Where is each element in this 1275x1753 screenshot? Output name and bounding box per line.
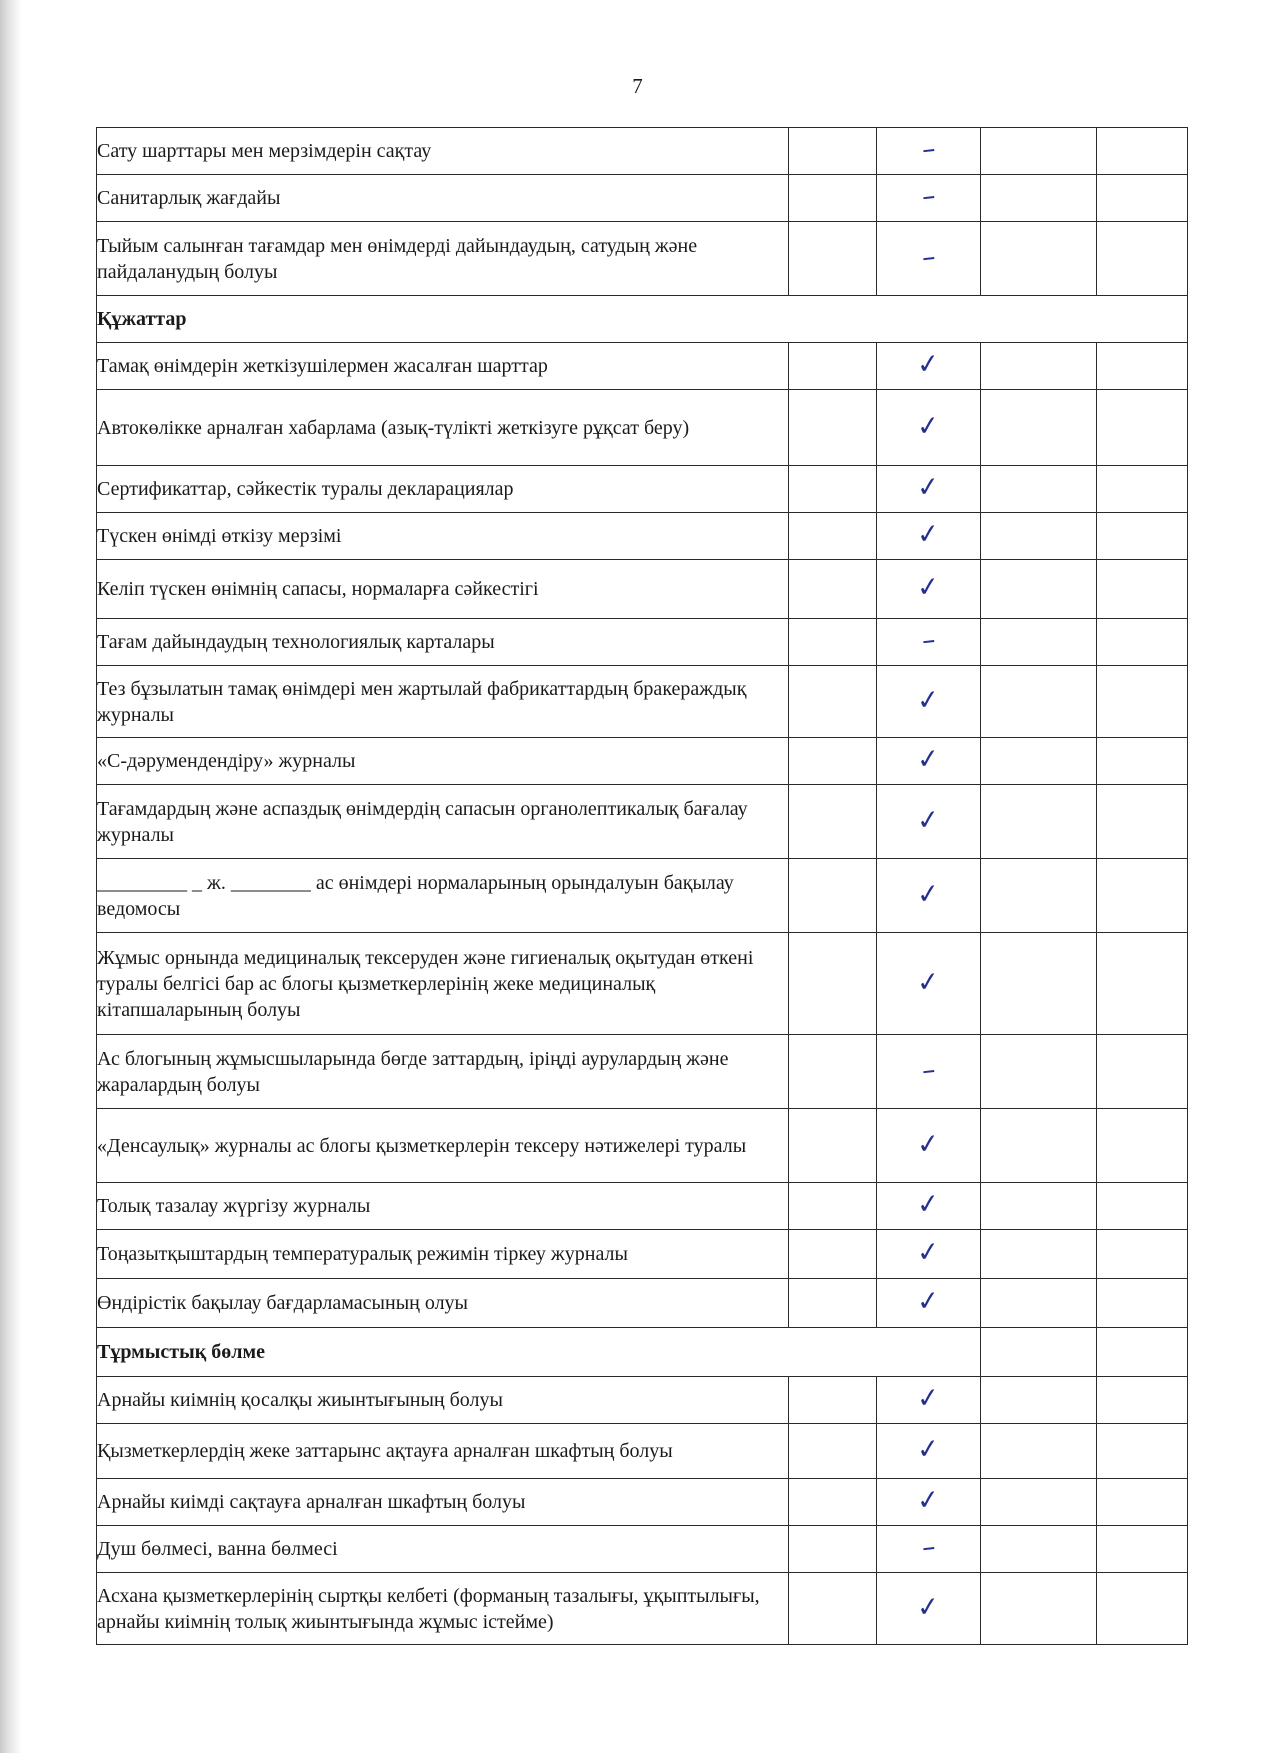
empty-cell (1097, 619, 1188, 666)
mark-cell (877, 738, 981, 785)
empty-cell (1097, 560, 1188, 619)
checkmark-icon: ✓ (915, 347, 942, 382)
checkmark-icon: ✓ (915, 517, 942, 552)
empty-cell (981, 128, 1097, 175)
table-row (97, 1526, 1188, 1573)
dash-icon: – (920, 1053, 937, 1087)
empty-cell (789, 513, 877, 560)
empty-cell (789, 222, 877, 296)
row-label: Тоңазытқыштардың температуралық режимін тіркеу журналы (97, 1230, 789, 1279)
empty-cell (789, 1035, 877, 1109)
mark-cell (877, 466, 981, 513)
table-row (97, 785, 1188, 859)
empty-cell (981, 785, 1097, 859)
empty-cell (981, 933, 1097, 1035)
table-row (97, 859, 1188, 933)
empty-cell (789, 343, 877, 390)
checklist-table (96, 127, 1188, 1645)
row-label: Тағам дайындаудың технологиялық карталары (97, 619, 789, 666)
mark-cell (877, 560, 981, 619)
row-label: Келіп түскен өнімнің сапасы, нормаларға сәйкестігі (97, 560, 789, 619)
empty-cell (1097, 1526, 1188, 1573)
empty-cell (1097, 222, 1188, 296)
empty-cell (789, 1183, 877, 1230)
empty-cell (789, 560, 877, 619)
empty-cell (789, 1109, 877, 1183)
mark-cell (877, 619, 981, 666)
empty-cell (1097, 1479, 1188, 1526)
row-label: «С-дәрумендендіру» журналы (97, 738, 789, 785)
table-row (97, 1109, 1188, 1183)
checkmark-icon: ✓ (915, 1284, 942, 1319)
mark-cell (877, 513, 981, 560)
empty-cell (1097, 933, 1188, 1035)
mark-cell (877, 175, 981, 222)
dash-icon: – (920, 1531, 937, 1564)
mark-cell (877, 222, 981, 296)
empty-cell (789, 466, 877, 513)
empty-cell (981, 1230, 1097, 1279)
dash-icon: – (920, 624, 937, 657)
empty-cell (789, 785, 877, 859)
table-row (97, 128, 1188, 175)
checkmark-icon: ✓ (915, 742, 942, 777)
empty-cell (981, 738, 1097, 785)
empty-cell (981, 1377, 1097, 1424)
row-label: Сату шарттары мен мерзімдерін сақтау (97, 128, 789, 175)
checkmark-icon: ✓ (915, 409, 942, 443)
empty-cell (1097, 785, 1188, 859)
table-row (97, 1279, 1188, 1328)
empty-cell (789, 175, 877, 222)
mark-cell (877, 1377, 981, 1424)
empty-cell (1097, 1183, 1188, 1230)
row-label: Санитарлық жағдайы (97, 175, 789, 222)
empty-cell (789, 933, 877, 1035)
empty-cell (981, 1109, 1097, 1183)
empty-cell (1097, 466, 1188, 513)
empty-cell (1097, 1573, 1188, 1645)
empty-cell (789, 619, 877, 666)
empty-cell (1097, 343, 1188, 390)
mark-cell (877, 1183, 981, 1230)
empty-cell (981, 175, 1097, 222)
row-label: Асхана қызметкерлерінің сыртқы келбеті (форманың тазалығы, ұқыптылығы, арнайы киімнің толық жиынтығында жұмыс істейме) (97, 1573, 789, 1645)
empty-cell (981, 222, 1097, 296)
empty-cell (789, 128, 877, 175)
empty-cell (1097, 1377, 1188, 1424)
checkmark-icon: ✓ (915, 877, 942, 911)
empty-cell (789, 1573, 877, 1645)
empty-cell (981, 666, 1097, 738)
empty-cell (981, 560, 1097, 619)
empty-cell (789, 859, 877, 933)
empty-cell (981, 1183, 1097, 1230)
checkmark-icon: ✓ (915, 1483, 942, 1518)
checkmark-icon: ✓ (915, 1381, 942, 1416)
table-row (97, 1573, 1188, 1645)
mark-cell (877, 1424, 981, 1479)
checklist-body (97, 128, 1188, 1645)
row-label: Толық тазалау жүргізу журналы (97, 1183, 789, 1230)
mark-cell (877, 1479, 981, 1526)
empty-cell (1097, 1279, 1188, 1328)
table-row (97, 222, 1188, 296)
row-label: _________ _ ж. ________ ас өнімдері нормаларының орындалуын бақылау ведомосы (97, 859, 789, 933)
mark-cell (877, 1279, 981, 1328)
checkmark-icon: ✓ (915, 1432, 942, 1467)
section-row (97, 296, 1188, 343)
table-row (97, 1424, 1188, 1479)
table-row (97, 175, 1188, 222)
empty-cell (981, 619, 1097, 666)
empty-cell (981, 1479, 1097, 1526)
row-label: Түскен өнімді өткізу мерзімі (97, 513, 789, 560)
table-row (97, 666, 1188, 738)
table-row (97, 1035, 1188, 1109)
row-label: Тез бұзылатын тамақ өнімдері мен жартылай фабрикаттардың бракераждық журналы (97, 666, 789, 738)
mark-cell (877, 1035, 981, 1109)
row-label: Ас блогының жұмысшыларында бөгде заттардың, іріңді аурулардың және жаралардың болуы (97, 1035, 789, 1109)
table-row (97, 619, 1188, 666)
row-label: Арнайы киімнің қосалқы жиынтығының болуы (97, 1377, 789, 1424)
empty-cell (981, 390, 1097, 466)
empty-cell (981, 1424, 1097, 1479)
table-row (97, 738, 1188, 785)
mark-cell (877, 128, 981, 175)
empty-cell (981, 343, 1097, 390)
table-row (97, 513, 1188, 560)
empty-cell (789, 1377, 877, 1424)
empty-cell (1097, 1424, 1188, 1479)
empty-cell (789, 390, 877, 466)
empty-cell (1097, 859, 1188, 933)
empty-cell (1097, 513, 1188, 560)
mark-cell (877, 859, 981, 933)
row-label: Тыйым салынған тағамдар мен өнімдерді дайындаудың, сатудың және пайдаланудың болуы (97, 222, 789, 296)
checkmark-icon: ✓ (915, 683, 942, 717)
row-label: Арнайы киімді сақтауға арналған шкафтың болуы (97, 1479, 789, 1526)
checkmark-icon: ✓ (915, 1187, 942, 1222)
empty-cell (1097, 128, 1188, 175)
row-label: Тағамдардың және аспаздық өнімдердің сапасын органолептикалық бағалау журналы (97, 785, 789, 859)
empty-cell (1097, 666, 1188, 738)
table-row (97, 390, 1188, 466)
mark-cell (877, 666, 981, 738)
mark-cell (877, 1230, 981, 1279)
table-row (97, 1230, 1188, 1279)
checkmark-icon: ✓ (915, 803, 942, 837)
dash-icon: – (920, 240, 937, 274)
row-label: Жұмыс орнында медициналық тексеруден және гигиеналық оқытудан өткені туралы белгісі бар ас блогы қызметкерлерінің жеке медициналық кітапшаларының болуы (97, 933, 789, 1035)
empty-cell (981, 1328, 1097, 1377)
table-row (97, 933, 1188, 1035)
table-row (97, 343, 1188, 390)
empty-cell (1097, 1328, 1188, 1377)
checkmark-icon: ✓ (915, 1127, 942, 1161)
row-label: Өндірістік бақылау бағдарламасының олуы (97, 1279, 789, 1328)
empty-cell (981, 1573, 1097, 1645)
empty-cell (789, 1424, 877, 1479)
section-title: Тұрмыстық бөлме (97, 1328, 981, 1377)
empty-cell (789, 1230, 877, 1279)
mark-cell (877, 933, 981, 1035)
table-row (97, 1183, 1188, 1230)
row-label: Автокөлікке арналған хабарлама (азық-түлікті жеткізуге рұқсат беру) (97, 390, 789, 466)
dash-icon: – (920, 133, 937, 166)
checkmark-icon: ✓ (915, 1590, 942, 1624)
scan-edge (0, 0, 22, 1753)
row-label: Душ бөлмесі, ванна бөлмесі (97, 1526, 789, 1573)
empty-cell (981, 1526, 1097, 1573)
mark-cell (877, 785, 981, 859)
empty-cell (981, 513, 1097, 560)
empty-cell (981, 859, 1097, 933)
empty-cell (1097, 1035, 1188, 1109)
row-label: «Денсаулық» журналы ас блогы қызметкерлерін тексеру нәтижелері туралы (97, 1109, 789, 1183)
mark-cell (877, 1109, 981, 1183)
table-row (97, 1377, 1188, 1424)
empty-cell (789, 666, 877, 738)
table-row (97, 560, 1188, 619)
empty-cell (1097, 1109, 1188, 1183)
row-label: Тамақ өнімдерін жеткізушілермен жасалған шарттар (97, 343, 789, 390)
mark-cell (877, 390, 981, 466)
empty-cell (981, 1035, 1097, 1109)
empty-cell (981, 466, 1097, 513)
page-number: 7 (632, 74, 643, 98)
dash-icon: – (920, 180, 937, 213)
empty-cell (1097, 738, 1188, 785)
table-row (97, 466, 1188, 513)
checkmark-icon: ✓ (915, 570, 942, 605)
empty-cell (789, 1479, 877, 1526)
mark-cell (877, 1573, 981, 1645)
empty-cell (789, 1279, 877, 1328)
section-title: Құжаттар (97, 296, 1188, 343)
empty-cell (1097, 175, 1188, 222)
row-label: Қызметкерлердің жеке заттарынс ақтауға арналған шкафтың болуы (97, 1424, 789, 1479)
mark-cell (877, 343, 981, 390)
empty-cell (789, 738, 877, 785)
checkmark-icon: ✓ (915, 470, 942, 505)
empty-cell (1097, 390, 1188, 466)
mark-cell (877, 1526, 981, 1573)
row-label: Сертификаттар, сәйкестік туралы декларациялар (97, 466, 789, 513)
checkmark-icon: ✓ (915, 965, 942, 999)
empty-cell (1097, 1230, 1188, 1279)
empty-cell (789, 1526, 877, 1573)
table-row (97, 1479, 1188, 1526)
section-row (97, 1328, 1188, 1377)
checkmark-icon: ✓ (915, 1235, 942, 1270)
empty-cell (981, 1279, 1097, 1328)
